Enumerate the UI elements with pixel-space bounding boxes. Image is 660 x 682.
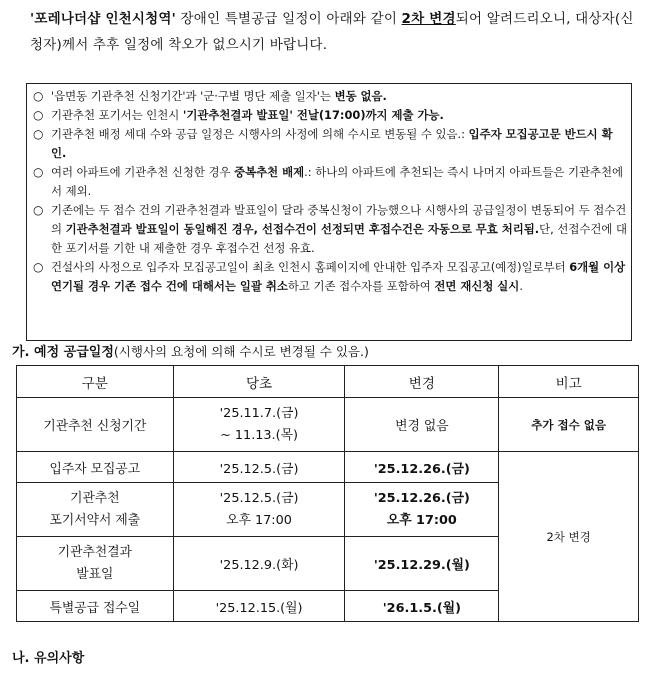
row-original: '25.12.5.(금) 오후 17:00: [173, 483, 345, 537]
header-note: 비고: [499, 366, 639, 398]
row-label: 특별공급 접수일: [17, 591, 174, 622]
intro-text-2: 되어 알려드리오니, 대상자(신청자)께서 추후 일정에 착오가 없으시기 바랍니다.: [30, 11, 634, 53]
merged-note-cell: 2차 변경: [499, 452, 639, 622]
bullet-circle-icon: ○: [33, 108, 44, 122]
notice-box: [26, 83, 632, 341]
bullet-circle-icon: ○: [33, 203, 44, 217]
header-changed: 변경: [345, 366, 499, 398]
section-a-subtitle: (시행사의 요청에 의해 수시로 변경될 수 있음.): [113, 344, 369, 359]
row-changed: '25.12.26.(금) 오후 17:00: [345, 483, 499, 537]
header-original: 당초: [173, 366, 345, 398]
schedule-table: [16, 365, 639, 622]
bullet-circle-icon: ○: [33, 89, 44, 103]
row-label: 기관추천 포기서약서 제출: [17, 483, 174, 537]
row-original: '25.12.9.(화): [173, 537, 345, 591]
row-changed: '26.1.5.(월): [345, 591, 499, 622]
intro-text-1: 장애인 특별공급 일정이 아래와 같이: [175, 11, 402, 27]
notice-item: ○ 기관추천 포기서는 인천시 '기관추천결과 발표일' 전날(17:00)까지 제출 가능.: [33, 106, 627, 125]
row-changed: 변경 없음: [345, 398, 499, 452]
bullet-circle-icon: ○: [33, 165, 44, 179]
row-changed: '25.12.29.(월): [345, 537, 499, 591]
notice-item: ○ 여러 아파트에 기관추천 신청한 경우 중복추천 배제.: 하나의 아파트에 추천되는 즉시 나머지 아파트들은 기관추천에서 제외.: [33, 163, 627, 201]
bullet-circle-icon: ○: [33, 127, 44, 141]
bullet-circle-icon: ○: [33, 260, 44, 274]
table-header-row: [17, 366, 639, 398]
section-a-heading: [12, 341, 369, 360]
table-row: [17, 398, 639, 452]
table-row: [17, 452, 639, 483]
intro-project-name: '포레나더샵 인천시청역': [30, 11, 176, 27]
section-a-title: 가. 예정 공급일정: [12, 345, 114, 360]
row-label: 기관추천결과 발표일: [17, 537, 174, 591]
header-category: 구분: [17, 366, 174, 398]
intro-change-highlight: 2차 변경: [401, 11, 456, 27]
row-changed: '25.12.26.(금): [345, 452, 499, 483]
row-original: '25.11.7.(금) ~ 11.13.(목): [173, 398, 345, 452]
notice-item: ○ 건설사의 사정으로 입주자 모집공고일이 최초 인천시 홈페이지에 안내한 입주자 모집공고(예정)일로부터 6개월 이상 연기될 경우 기존 접수 건에 대해서는 일괄 취소하고 기존 접수자를 포함하여 전면 재신청 실시.: [33, 258, 627, 296]
section-b-heading: 나. 유의사항: [12, 651, 85, 666]
row-label: 기관추천 신청기간: [17, 398, 174, 452]
notice-item: ○ '읍면동 기관추천 신청기간'과 '군·구별 명단 제출 일자'는 변동 없음.: [33, 87, 627, 106]
notice-item: ○ 기관추천 배정 세대 수와 공급 일정은 시행사의 사정에 의해 수시로 변동될 수 있음.: 입주자 모집공고문 반드시 확인.: [33, 125, 627, 163]
intro-paragraph: [30, 6, 640, 58]
row-note: 추가 접수 없음: [499, 398, 639, 452]
notice-item: ○ 기존에는 두 접수 건의 기관추천결과 발표일이 달라 중복신청이 가능했으나 시행사의 공급일정이 변동되어 두 접수건의 기관추천결과 발표일이 동일해진 경우, 선접수건이 선정되면 후접수건은 자동으로 무효 처리됨.단, 선접수건에 대한 포기서를 기한 내 제출한 경우 후접수건 선정 유효.: [33, 201, 627, 258]
row-original: '25.12.5.(금): [173, 452, 345, 483]
row-original: '25.12.15.(월): [173, 591, 345, 622]
row-label: 입주자 모집공고: [17, 452, 174, 483]
